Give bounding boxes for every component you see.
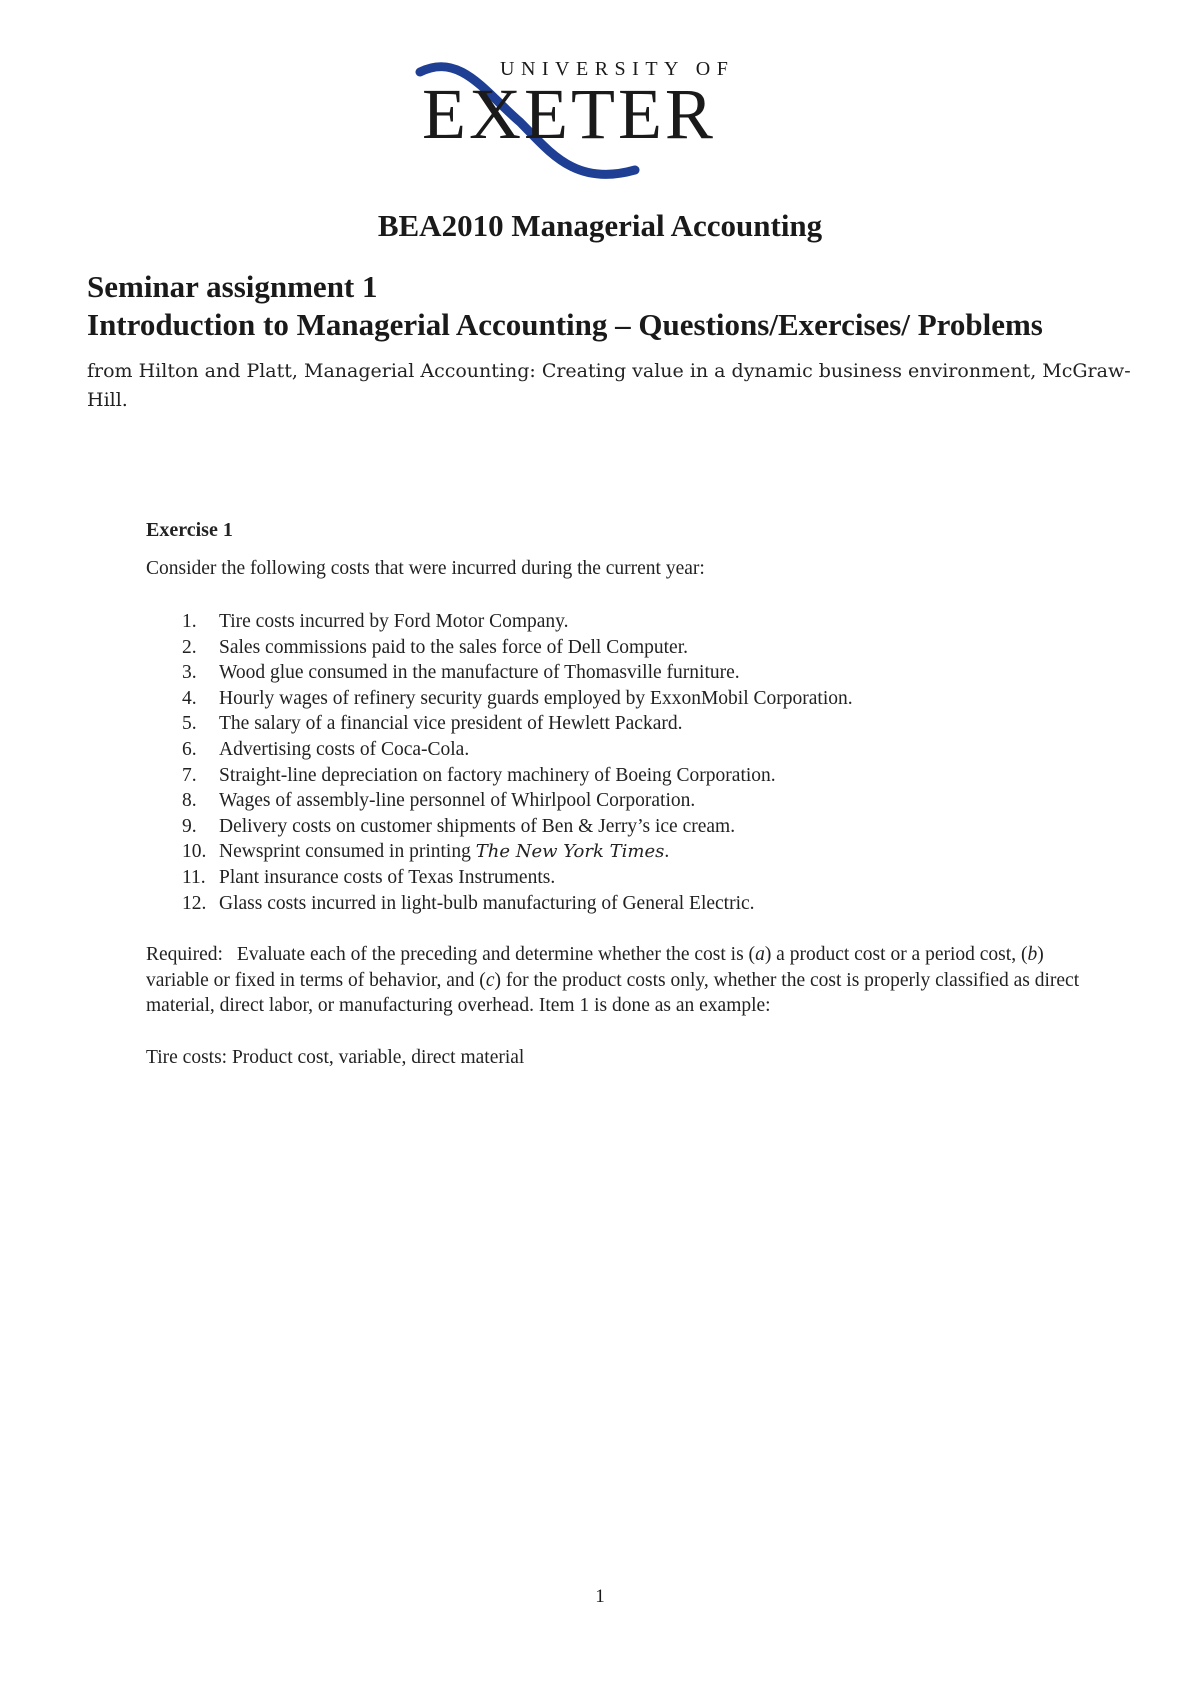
list-item-text: The salary of a financial vice president of Hewlett Packard. [219,713,683,735]
course-title: BEA2010 Managerial Accounting [377,208,823,243]
cost-list [146,609,1086,916]
list-item-number: 12. [182,892,207,914]
list-item [146,865,1086,891]
assignment-title: Seminar assignment 1 [87,269,378,304]
list-item-text: Wages of assembly-line personnel of Whirlpool Corporation. [219,790,696,812]
list-item-text: Hourly wages of refinery security guards employed by ExxonMobil Corporation. [219,687,853,709]
list-item-text: Delivery costs on customer shipments of Ben & Jerry’s ice cream. [219,815,736,837]
list-item-text: Sales commissions paid to the sales force of Dell Computer. [219,636,688,658]
required-text: ) a product cost or a period cost, ( [764,944,1028,966]
list-item [146,839,1086,865]
logo-line2: EXETER [422,74,716,154]
list-item-text-part: . [664,841,670,863]
list-item-number: 2. [182,636,197,658]
list-item [146,891,1086,917]
required-option-b: b [1027,944,1038,966]
list-item-text [219,839,669,865]
newspaper-title: The New York Times [475,841,665,863]
list-item-text: Glass costs incurred in light-bulb manufacturing of General Electric. [219,892,755,914]
exercise-intro: Consider the following costs that were incurred during the current year: [146,558,705,579]
list-item-text: Tire costs incurred by Ford Motor Company. [219,611,569,632]
list-item [146,763,1086,789]
list-item-number: 1. [182,611,197,632]
university-logo [400,52,830,192]
list-item-number: 5. [182,713,197,735]
list-item [146,814,1086,840]
page-number: 1 [595,1586,605,1607]
list-item-number: 8. [182,790,197,812]
list-item-number: 7. [182,764,197,786]
list-item-number: 3. [182,662,197,684]
list-item [146,711,1086,737]
list-item [146,737,1086,763]
list-item-text-part: Newsprint consumed in printing [219,841,476,863]
list-item-number: 6. [182,738,197,760]
list-item-number: 10. [182,841,207,863]
exercise-section [146,518,1086,1070]
list-item-number: 4. [182,687,197,709]
required-text: ) variable or fixed in terms of behavior, and ( [146,944,1044,991]
exercise-title: Exercise 1 [146,519,233,541]
list-item [146,686,1086,712]
required-text: ) for the product costs only, whether the cost is properly classified as direct material, direct labor, or manufacturing overhead. Item 1 is done as an example: [146,969,1080,1017]
list-item [146,609,1086,635]
list-item [146,635,1086,661]
required-paragraph [146,942,1086,1019]
source-note: from Hilton and Platt, Managerial Accounting: Creating value in a dynamic business environment, McGraw-Hill. [87,360,1131,411]
example-answer: Tire costs: Product cost, variable, direct material [146,1046,525,1068]
list-item-text: Straight-line depreciation on factory machinery of Boeing Corporation. [219,764,776,786]
assignment-subtitle: Introduction to Managerial Accounting – Questions/Exercises/ Problems [87,307,1043,342]
required-option-c: c [485,969,495,991]
list-item [146,788,1086,814]
list-item-text: Plant insurance costs of Texas Instruments. [219,866,556,888]
required-label: Required: [146,944,223,966]
list-item-text: Advertising costs of Coca-Cola. [219,738,470,760]
required-text: Evaluate each of the preceding and determine whether the cost is ( [236,944,756,966]
assignment-heading [87,268,1147,344]
required-option-a: a [755,944,765,966]
list-item-text: Wood glue consumed in the manufacture of Thomasville furniture. [219,662,740,684]
list-item-number: 11. [182,866,206,888]
logo-line1: UNIVERSITY OF [500,58,735,80]
list-item-number: 9. [182,815,197,837]
list-item [146,660,1086,686]
